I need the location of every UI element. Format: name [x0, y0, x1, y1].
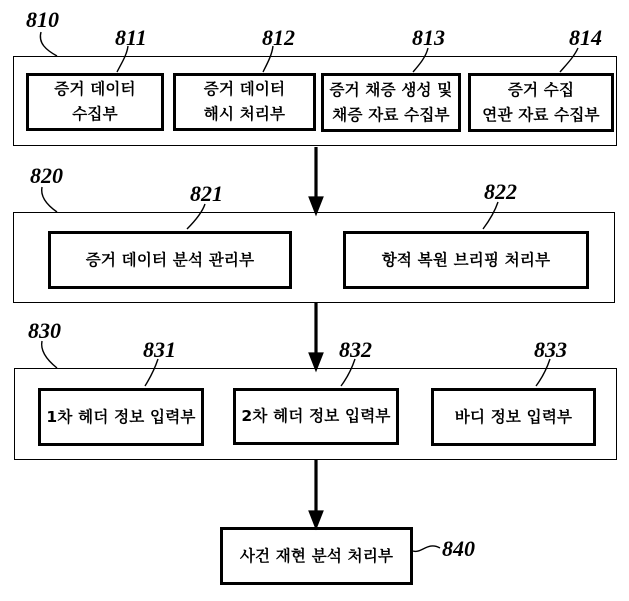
ref-label-820: 820 [30, 163, 63, 188]
block-840-incident-replay-analysis [220, 527, 413, 585]
group-box-830 [14, 368, 617, 460]
block-label-line: 증거 데이터 [54, 80, 136, 98]
leader-line-840 [413, 546, 440, 552]
ref-label-821: 821 [190, 181, 223, 206]
block-822-track-restore-briefing [343, 231, 589, 289]
ref-label-830: 830 [28, 318, 61, 343]
block-814-related-data-collection [468, 73, 614, 132]
block-833-body-info-input [431, 388, 596, 446]
block-label-line: 바디 정보 입력부 [454, 407, 573, 426]
block-label-line: 증거 채증 생성 및 [329, 80, 453, 99]
group-box-820 [13, 212, 615, 303]
block-label-line: 증거 수집 [507, 80, 575, 99]
ref-label-813: 813 [412, 25, 445, 50]
leader-line-810 [40, 32, 57, 56]
ref-label-812: 812 [262, 25, 295, 50]
block-832-secondary-header-input [233, 388, 399, 445]
group-box-810 [13, 56, 617, 146]
block-label-line: 사건 재현 분석 처리부 [239, 546, 394, 565]
flow-arrow-3 [311, 460, 322, 526]
ref-label-822: 822 [484, 179, 517, 204]
block-label-line: 수집부 [72, 105, 118, 123]
ref-label-833: 833 [534, 337, 567, 362]
ref-label-811: 811 [115, 25, 147, 50]
block-831-primary-header-input [38, 388, 204, 446]
flow-arrow-1 [311, 147, 322, 212]
ref-label-840: 840 [442, 536, 475, 561]
block-label-line: 채증 자료 수집부 [332, 105, 450, 124]
block-label-line: 증거 데이터 [203, 80, 286, 98]
leader-line-820 [42, 187, 57, 212]
block-811-evidence-data-collection [26, 73, 164, 131]
block-label-line: 증거 데이터 분석 관리부 [85, 250, 255, 269]
block-813-capture-generation [321, 73, 461, 132]
ref-label-814: 814 [569, 25, 602, 50]
block-821-analysis-management [48, 231, 292, 289]
ref-label-832: 832 [339, 337, 372, 362]
block-label-line: 항적 복원 브리핑 처리부 [381, 250, 551, 269]
ref-label-831: 831 [143, 337, 176, 362]
flow-arrow-2 [311, 303, 322, 368]
block-label-line: 2차 헤더 정보 입력부 [241, 407, 391, 425]
block-label-line: 해시 처리부 [203, 105, 286, 123]
block-label-line: 연관 자료 수집부 [482, 105, 600, 124]
block-label-line: 1차 헤더 정보 입력부 [46, 407, 196, 426]
leader-line-830 [42, 341, 57, 368]
ref-label-810: 810 [26, 7, 59, 32]
block-812-evidence-data-hash [173, 73, 316, 131]
